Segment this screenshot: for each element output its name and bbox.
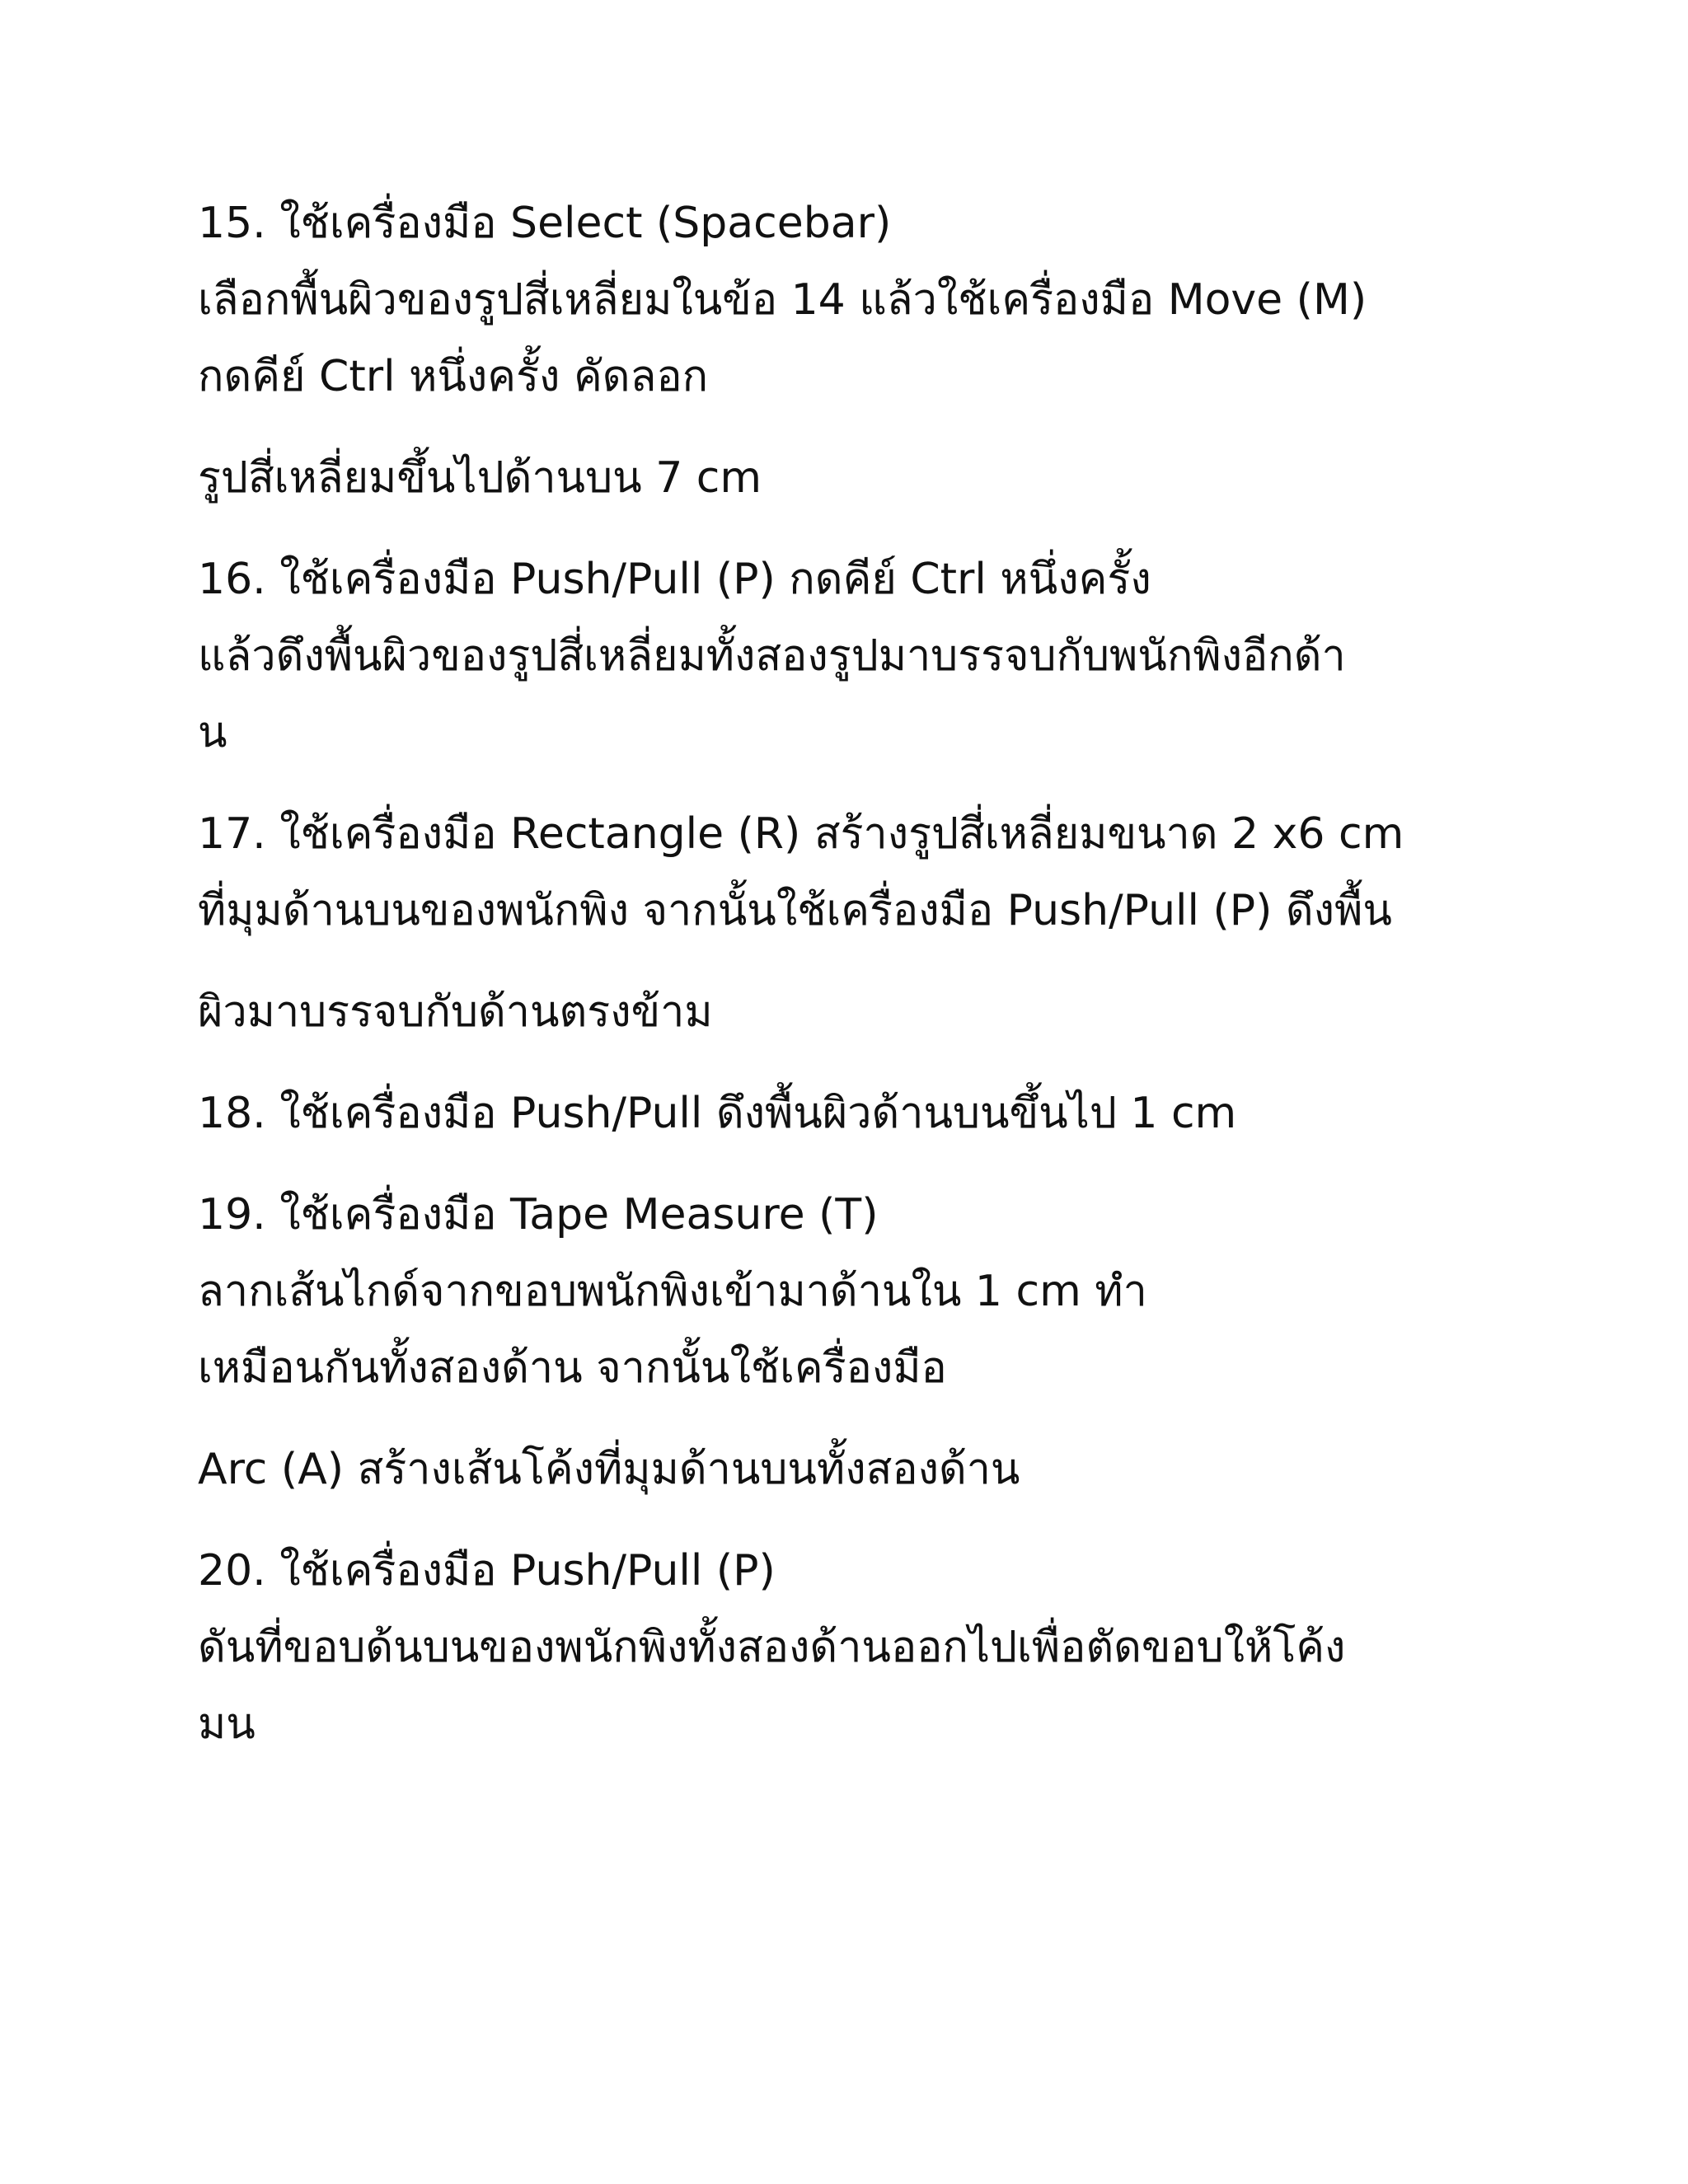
- text-line: ดันที่ขอบด้นบนของพนักพิงทั้งสองด้านออกไปเพื่อตัดขอบให้โค้ง: [198, 1623, 1346, 1672]
- text-line: ลากเส้นไกด์จากขอบพนักพิงเข้ามาด้านใน 1 cm ทำ: [198, 1267, 1147, 1316]
- text-line: เลือกพื้นผิวของรูปสี่เหลี่ยมในข้อ 14 แล้วใช้เครื่องมือ Move (M): [198, 275, 1367, 325]
- text-line: เหมือนกันทั้งสองด้าน จากนั้นใช้เครื่องมือ: [198, 1343, 947, 1393]
- step-20-paragraph: [198, 1533, 1525, 1763]
- step-18-paragraph: [198, 1076, 1525, 1152]
- text-line: 18. ใช้เครื่องมือ Push/Pull ดึงพื้นผิวด้านบนขึ้นไป 1 cm: [198, 1089, 1237, 1138]
- step-17-paragraph: [198, 796, 1525, 949]
- step-19-paragraph: [198, 1177, 1525, 1407]
- text-line: 16. ใช้เครื่องมือ Push/Pull (P) กดคีย์ Ctrl หนึ่งครั้ง: [198, 555, 1151, 604]
- text-line: รูปสี่เหลี่ยมขึ้นไปด้านบน 7 cm: [198, 453, 762, 503]
- text-line: 15. ใช้เครื่องมือ Select (Spacebar): [198, 199, 892, 248]
- text-line: 20. ใช้เครื่องมือ Push/Pull (P): [198, 1546, 776, 1596]
- text-line: ที่มุมด้านบนของพนักพิง จากนั้นใช้เครื่องมือ Push/Pull (P) ดึงพื้น: [198, 886, 1392, 935]
- text-line: น: [198, 708, 227, 757]
- text-line: กดคีย์ Ctrl หนึ่งครั้ง คัดลอก: [198, 352, 709, 401]
- text-line: มน: [198, 1699, 256, 1749]
- text-line: 17. ใช้เครื่องมือ Rectangle (R) สร้างรูปสี่เหลี่ยมขนาด 2 x6 cm: [198, 809, 1404, 859]
- step-19-continuation-paragraph: [198, 1432, 1525, 1508]
- text-line: ผิวมาบรรจบกับด้านตรงข้าม: [198, 987, 713, 1037]
- text-line: 19. ใช้เครื่องมือ Tape Measure (T): [198, 1190, 879, 1240]
- step-16-paragraph: [198, 541, 1525, 771]
- text-line: Arc (A) สร้างเส้นโค้งที่มุมด้านบนทั้งสองด้าน: [198, 1445, 1020, 1494]
- step-17-continuation-paragraph: [198, 974, 1525, 1051]
- text-line: แล้วดึงพื้นผิวของรูปสี่เหลี่ยมทั้งสองรูปมาบรรจบกับพนักพิงอีกด้า: [198, 631, 1346, 681]
- step-15-continuation-paragraph: [198, 440, 1525, 517]
- document-body: [198, 185, 1525, 1788]
- step-15-paragraph: [198, 185, 1525, 415]
